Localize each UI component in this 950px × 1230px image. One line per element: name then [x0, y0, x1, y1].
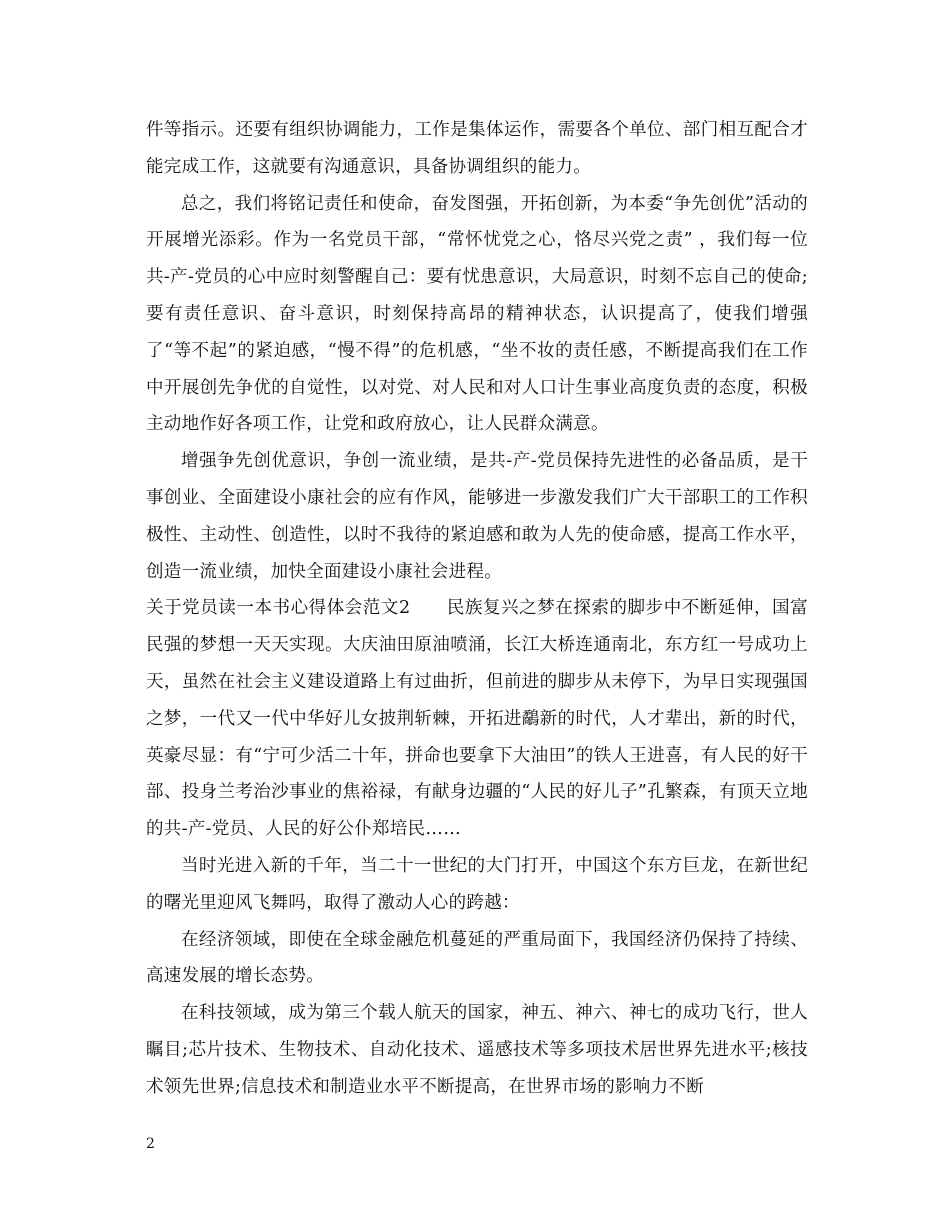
page-number: 2 [146, 1136, 155, 1152]
paragraph-7: 在科技领域，成为第三个载人航天的国家，神五、神六、神七的成功飞行，世人瞩目;芯片技术、生物技术、自动化技术、遥感技术等多项技术居世界先进水平;核技术领先世界;信息技术和制造业水平不断提高，在世界市场的影响力不断 [146, 1003, 808, 1097]
document-body [146, 112, 808, 1106]
paragraph-2: 总之，我们将铭记责任和使命，奋发图强，开拓创新，为本委“争先创优”活动的开展增光添彩。作为一名党员干部，“常怀忧党之心，恪尽兴党之责” ，我们每一位共-产-党员的心中应时刻警醒自己：要有忧患意识，大局意识，时刻不忘自己的使命;要有责任意识、奋斗意识，时刻保持高昂的精神状态，认识提高了，使我们增强了“等不起”的紧迫感，“慢不得”的危机感，“坐不妆的责任感，不断提高我们在工作中开展创先争优的自觉性，以对党、对人民和对人口计生事业高度负责的态度，积极主动地作好各项工作，让党和政府放心，让人民群众满意。 [146, 193, 808, 435]
paragraph-4: 关于党员读一本书心得体会范文2 民族复兴之梦在探索的脚步中不断延伸，国富民强的梦想一天天实现。大庆油田原油喷涌，长江大桥连通南北，东方红一号成功上天，虽然在社会主义建设道路上有过曲折，但前进的脚步从未停下，为早日实现强国之梦，一代又一代中华好儿女披荆斩棘，开拓进鷸新的时代，人才辈出，新的时代，英豪尽显：有“宁可少活二十年，拼命也要拿下大油田”的铁人王进喜，有人民的好干部、投身兰考治沙事业的焦裕禄，有献身边疆的“人民的好儿子”孔繁森，有顶天立地的共-产-党员、人民的好公仆郑培民…… [146, 598, 808, 840]
paragraph-1: 件等指示。还要有组织协调能力，工作是集体运作，需要各个单位、部门相互配合才能完成工作，这就要有沟通意识，具备协调组织的能力。 [146, 120, 808, 177]
paragraph-5: 当时光进入新的千年，当二十一世纪的大门打开，中国这个东方巨龙，在新世纪的曙光里迎风飞舞吗，取得了激动人心的跨越： [146, 855, 808, 913]
paragraph-3: 增强争先创优意识，争创一流业绩，是共-产-党员保持先进性的必备品质，是干事创业、全面建设小康社会的应有作风，能够进一步激发我们广大干部职工的工作积极性、主动性、创造性，以时不我待的紧迫感和敢为人先的使命感，提高工作水平，创造一流业绩，加快全面建设小康社会进程。 [146, 451, 808, 582]
paragraph-6: 在经济领域，即使在全球金融危机蔓延的严重局面下，我国经济仍保持了持续、高速发展的增长态势。 [146, 929, 808, 987]
